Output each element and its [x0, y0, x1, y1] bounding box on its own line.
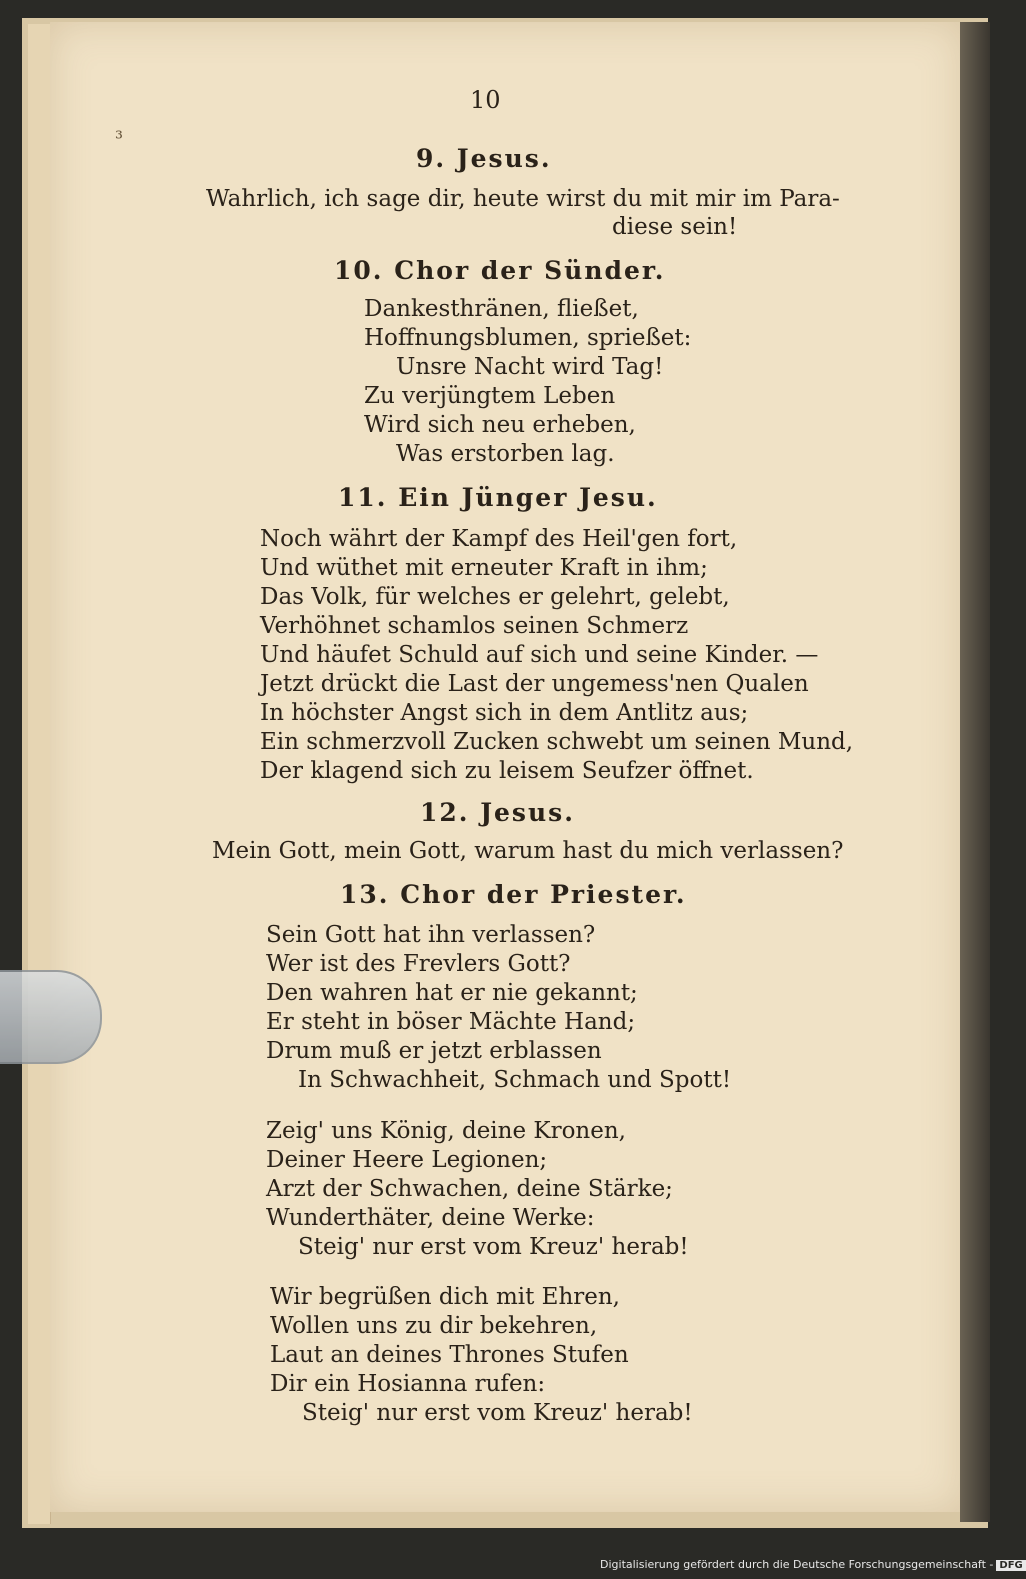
text-line: Der klagend sich zu leisem Seufzer öffnet. — [260, 758, 754, 784]
text-line: Unsre Nacht wird Tag! — [396, 354, 664, 380]
section-13-heading: 13. Chor der Priester. — [340, 880, 687, 909]
text-line: Sein Gott hat ihn verlassen? — [266, 922, 596, 948]
text-line: Was erstorben lag. — [396, 441, 615, 467]
text-line: Verhöhnet schamlos seinen Schmerz — [260, 613, 689, 639]
text-line: Jetzt drückt die Last der ungemess'nen Qualen — [260, 671, 809, 697]
text-line: In höchster Angst sich in dem Antlitz aus; — [260, 700, 749, 726]
footer-text: Digitalisierung gefördert durch die Deutsche Forschungsgemeinschaft - — [600, 1558, 994, 1571]
text-line: Steig' nur erst vom Kreuz' herab! — [302, 1400, 693, 1426]
text-line: Mein Gott, mein Gott, warum hast du mich verlassen? — [212, 838, 844, 864]
dfg-logo: DFG — [996, 1560, 1025, 1571]
digitization-footer — [600, 1558, 1026, 1571]
margin-mark: ³ — [115, 126, 124, 150]
text-line: Das Volk, für welches er gelehrt, gelebt, — [260, 584, 730, 610]
text-line: Steig' nur erst vom Kreuz' herab! — [298, 1234, 689, 1260]
text-line: Zu verjüngtem Leben — [364, 383, 616, 409]
text-line: Noch währt der Kampf des Heil'gen fort, — [260, 526, 738, 552]
text-line: Wird sich neu erheben, — [364, 412, 636, 438]
text-line: Hoffnungsblumen, sprießet: — [364, 325, 692, 351]
text-line: Drum muß er jetzt erblassen — [266, 1038, 602, 1064]
page-stack-edge — [28, 24, 51, 1524]
section-9-heading: 9. Jesus. — [416, 144, 552, 173]
section-10-heading: 10. Chor der Sünder. — [334, 256, 666, 285]
text-line: Und wüthet mit erneuter Kraft in ihm; — [260, 555, 708, 581]
text-line: Wer ist des Frevlers Gott? — [266, 951, 571, 977]
text-line: Den wahren hat er nie gekannt; — [266, 980, 638, 1006]
text-line: Wir begrüßen dich mit Ehren, — [270, 1284, 620, 1310]
text-line: diese sein! — [612, 214, 738, 240]
scan-border — [960, 22, 990, 1522]
text-line: Wahrlich, ich sage dir, heute wirst du mit mir im Para- — [206, 186, 840, 212]
section-12-heading: 12. Jesus. — [420, 798, 575, 827]
text-line: Dankesthränen, fließet, — [364, 296, 639, 322]
text-line: In Schwachheit, Schmach und Spott! — [298, 1067, 732, 1093]
page-clip — [0, 970, 102, 1064]
section-11-heading: 11. Ein Jünger Jesu. — [338, 483, 658, 512]
text-line: Deiner Heere Legionen; — [266, 1147, 548, 1173]
text-line: Arzt der Schwachen, deine Stärke; — [266, 1176, 673, 1202]
text-line: Ein schmerzvoll Zucken schwebt um seinen Mund, — [260, 729, 854, 755]
page-number: 10 — [470, 86, 501, 114]
text-line: Laut an deines Thrones Stufen — [270, 1342, 629, 1368]
text-line: Zeig' uns König, deine Kronen, — [266, 1118, 626, 1144]
text-line: Und häufet Schuld auf sich und seine Kinder. — — [260, 642, 819, 668]
text-line: Er steht in böser Mächte Hand; — [266, 1009, 636, 1035]
text-line: Wunderthäter, deine Werke: — [266, 1205, 595, 1231]
text-line: Dir ein Hosianna rufen: — [270, 1371, 546, 1397]
text-line: Wollen uns zu dir bekehren, — [270, 1313, 598, 1339]
